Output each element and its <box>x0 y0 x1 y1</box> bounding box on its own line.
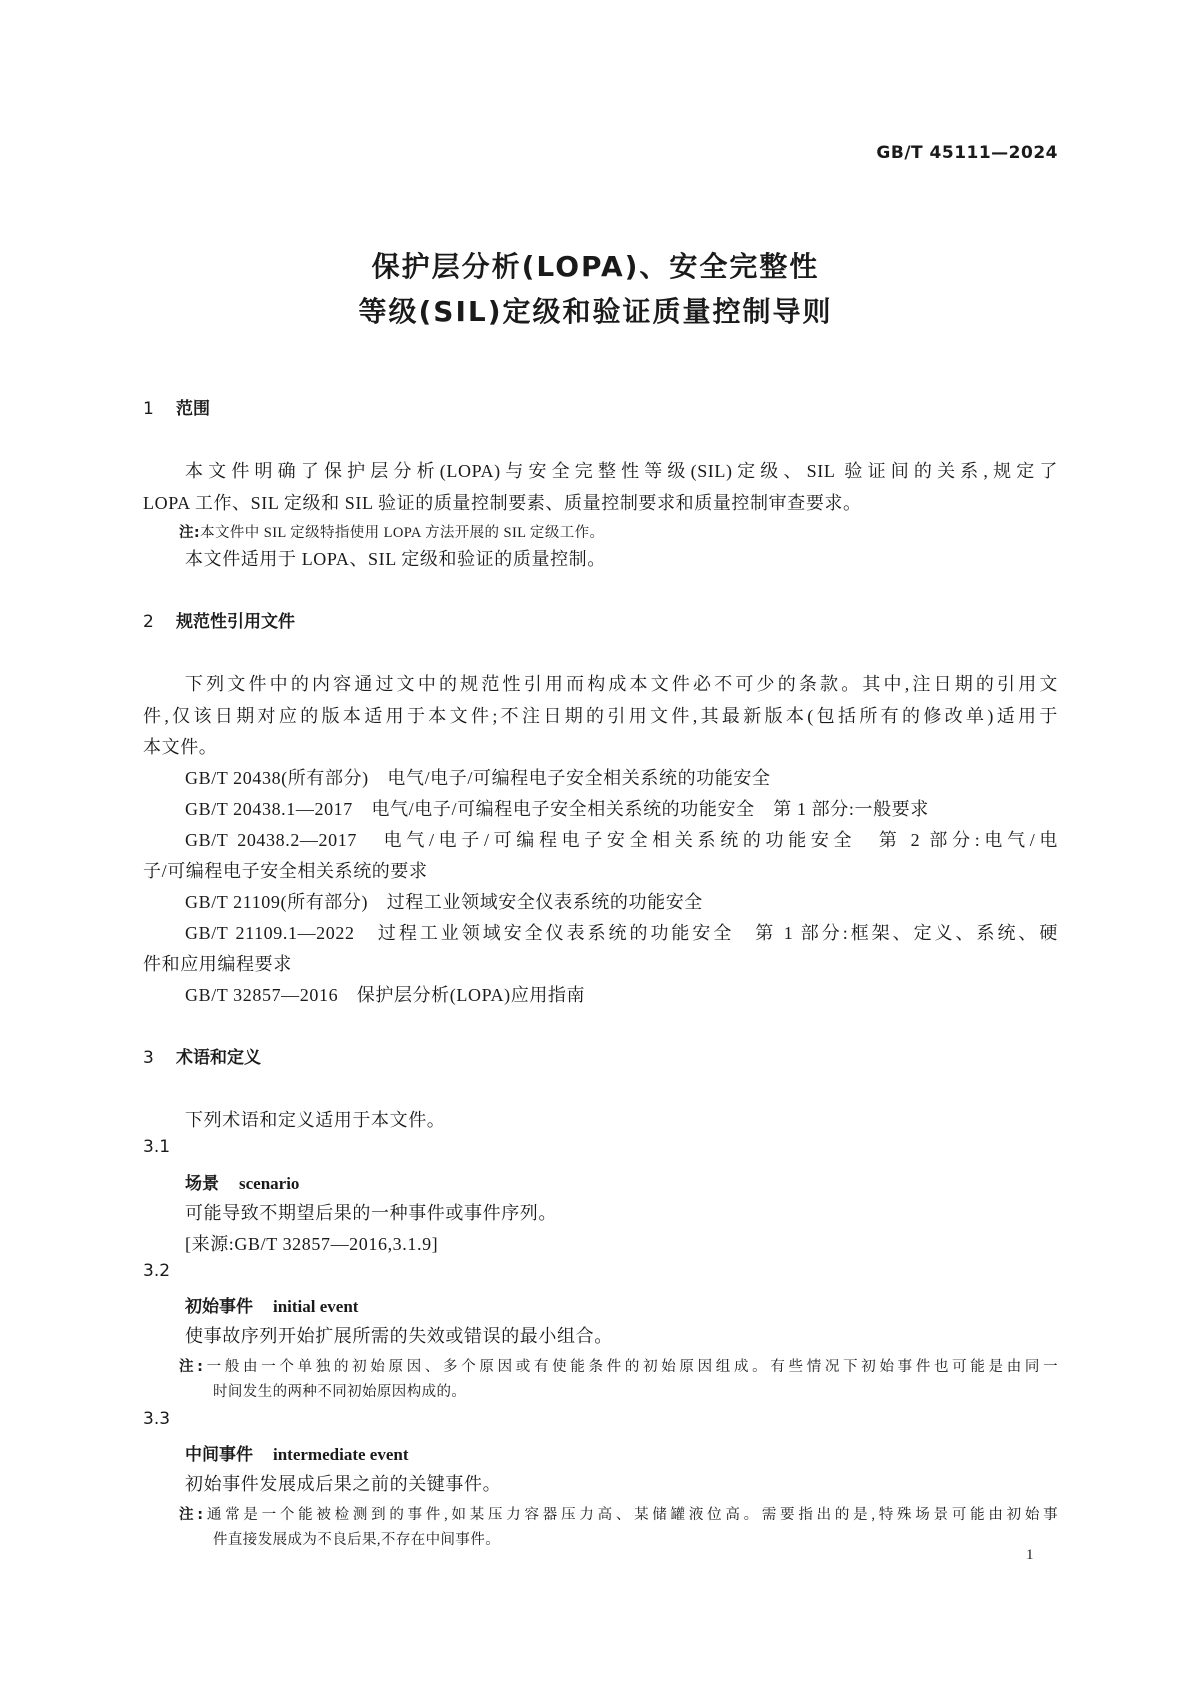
section-1-title: 范围 <box>176 399 210 419</box>
term-3-2-note-line-1 <box>179 1355 1058 1376</box>
note-text: 本文件中 SIL 定级特指使用 LOPA 方法开展的 SIL 定级工作。 <box>200 525 605 541</box>
page-number: 1 <box>1026 1547 1034 1563</box>
normative-reference-6: GB/T 32857—2016 保护层分析(LOPA)应用指南 <box>185 985 586 1005</box>
term-3-1-source: [来源:GB/T 32857—2016,3.1.9] <box>185 1234 439 1254</box>
section-1-note <box>179 521 604 542</box>
term-3-1-english: scenario <box>239 1174 300 1193</box>
term-3-2-definition: 使事故序列开始扩展所需的失效或错误的最小组合。 <box>185 1326 613 1346</box>
term-3-1-definition: 可能导致不期望后果的一种事件或事件序列。 <box>185 1203 557 1223</box>
note-text: 一般由一个单独的初始原因、多个原因或有使能条件的初始原因组成。有些情况下初始事件也可能是由同一 <box>203 1359 1058 1375</box>
term-3-3-note-line-2: 件直接发展成为不良后果,不存在中间事件。 <box>213 1532 501 1548</box>
note-text: 通常是一个能被检测到的事件,如某压力容器压力高、某储罐液位高。需要指出的是,特殊场景可能由初始事 <box>203 1507 1058 1523</box>
term-3-3-english: intermediate event <box>273 1445 409 1464</box>
term-3-3-note-line-1 <box>179 1503 1058 1524</box>
section-2-title: 规范性引用文件 <box>176 612 295 632</box>
title-line-1: 保护层分析(LOPA)、安全完整性 <box>371 250 820 283</box>
term-3-3-chinese: 中间事件 <box>185 1445 253 1465</box>
document-number: GB/T 45111—2024 <box>876 143 1058 163</box>
section-2-intro-line-2: 件,仅该日期对应的版本适用于本文件;不注日期的引用文件,其最新版本(包括所有的修改单)适用于 <box>143 706 1058 726</box>
section-1-number: 1 <box>143 399 154 419</box>
section-3-intro: 下列术语和定义适用于本文件。 <box>185 1110 446 1130</box>
note-label: 注: <box>179 1507 204 1523</box>
note-label: 注: <box>179 525 201 541</box>
title-line-2: 等级(SIL)定级和验证质量控制导则 <box>358 295 833 328</box>
section-1-paragraph-1-line-1: 本文件明确了保护层分析(LOPA)与安全完整性等级(SIL)定级、SIL 验证间的关系,规定了 <box>185 461 1058 481</box>
section-2-heading <box>143 607 295 632</box>
normative-reference-5-line-2: 件和应用编程要求 <box>143 954 292 974</box>
section-1-heading <box>143 394 210 419</box>
term-3-1-number: 3.1 <box>143 1137 171 1157</box>
section-3-number: 3 <box>143 1048 154 1068</box>
term-3-2-heading <box>185 1292 358 1317</box>
term-3-2-number: 3.2 <box>143 1261 171 1281</box>
normative-reference-1: GB/T 20438(所有部分) 电气/电子/可编程电子安全相关系统的功能安全 <box>185 768 771 788</box>
term-3-2-english: initial event <box>273 1297 359 1316</box>
term-3-2-note-line-2: 时间发生的两种不同初始原因构成的。 <box>213 1384 467 1400</box>
term-3-2-chinese: 初始事件 <box>185 1297 253 1317</box>
section-1-paragraph-1-line-2: LOPA 工作、SIL 定级和 SIL 验证的质量控制要素、质量控制要求和质量控制审查要求。 <box>143 493 862 513</box>
section-2-intro-line-3: 本文件。 <box>143 737 218 757</box>
section-1-paragraph-2: 本文件适用于 LOPA、SIL 定级和验证的质量控制。 <box>185 549 606 569</box>
section-2-number: 2 <box>143 612 154 632</box>
normative-reference-3-line-1: GB/T 20438.2—2017 电气/电子/可编程电子安全相关系统的功能安全 第 2 部分:电气/电 <box>185 830 1058 850</box>
term-3-3-number: 3.3 <box>143 1409 171 1429</box>
note-label: 注: <box>179 1359 204 1375</box>
normative-reference-3-line-2: 子/可编程电子安全相关系统的要求 <box>143 861 428 881</box>
term-3-3-heading <box>185 1440 408 1465</box>
normative-reference-5-line-1: GB/T 21109.1—2022 过程工业领域安全仪表系统的功能安全 第 1 部分:框架、定义、系统、硬 <box>185 923 1058 943</box>
term-3-3-definition: 初始事件发展成后果之前的关键事件。 <box>185 1474 502 1494</box>
normative-reference-2: GB/T 20438.1—2017 电气/电子/可编程电子安全相关系统的功能安全 第 1 部分:一般要求 <box>185 799 929 819</box>
section-2-intro-line-1: 下列文件中的内容通过文中的规范性引用而构成本文件必不可少的条款。其中,注日期的引用文 <box>185 674 1058 694</box>
section-3-title: 术语和定义 <box>176 1048 261 1068</box>
term-3-1-chinese: 场景 <box>185 1174 219 1194</box>
term-3-1-heading <box>185 1169 299 1194</box>
section-3-heading <box>143 1043 261 1068</box>
normative-reference-4: GB/T 21109(所有部分) 过程工业领域安全仪表系统的功能安全 <box>185 892 703 912</box>
